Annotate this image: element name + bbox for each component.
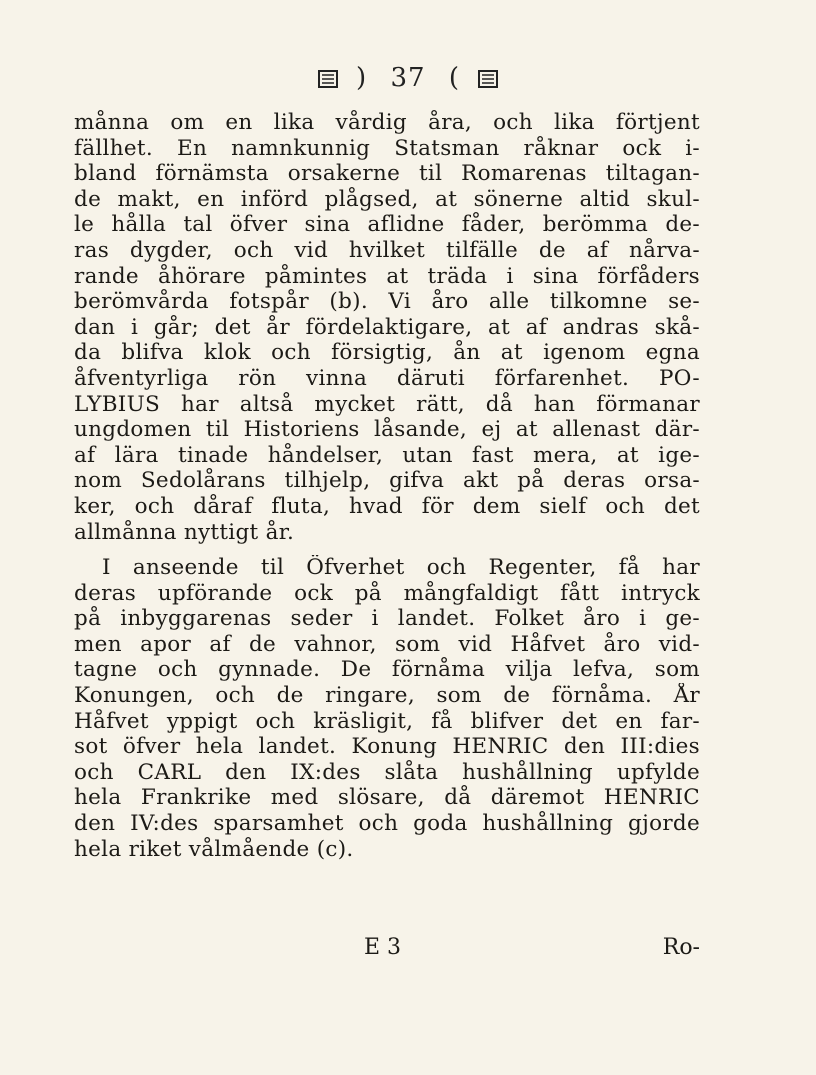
text-line: och CARL den IX:des slåta hushållning upfylde (74, 759, 700, 785)
text-line: fällhet. En namnkunnig Statsman råknar ock i- (74, 135, 700, 161)
body-text (74, 110, 700, 862)
page-number: 37 (390, 63, 426, 93)
text-line: I anseende til Öfverhet och Regenter, få har (102, 555, 700, 581)
text-line: berömvårda fotspår (b). Vi åro alle tilkomne se- (74, 289, 700, 315)
text-line: hela Frankrike med slösare, då däremot HENRIC (74, 785, 700, 811)
signature-mark: E 3 (364, 935, 402, 960)
text-line: ras dygder, och vid hvilket tilfälle de af nårva- (74, 237, 700, 263)
left-ornament-icon (317, 67, 339, 89)
page-footer (74, 935, 700, 965)
text-line: le hålla tal öfver sina aflidne fåder, berömma de- (74, 212, 700, 238)
text-line: de makt, en införd plågsed, at sönerne altid skul- (74, 186, 700, 212)
text-line: ungdomen til Historiens låsande, ej at allenast där- (74, 417, 700, 443)
catchword: Ro- (662, 935, 700, 960)
text-line: af lära tinade håndelser, utan fast mera, at ige- (74, 442, 700, 468)
right-bracket: ( (448, 63, 460, 93)
right-ornament-icon (477, 67, 499, 89)
text-line: hela riket vålmående (c). (74, 836, 354, 862)
text-line: Håfvet yppigt och kräsligit, få blifver det en far- (74, 708, 700, 734)
text-line: åfventyrliga rön vinna däruti förfarenhet. PO- (74, 365, 700, 391)
text-line: allmånna nyttigt år. (74, 519, 295, 545)
text-line: Konungen, och de ringare, som de förnåma. År (74, 683, 700, 709)
paragraph-1 (74, 110, 700, 545)
text-line: månna om en lika vårdig åra, och lika förtjent (74, 110, 700, 135)
text-line: nom Sedolårans tilhjelp, gifva akt på deras orsa- (74, 468, 700, 494)
text-line: deras upförande ock på mångfaldigt fått intryck (74, 580, 700, 606)
paragraph-2 (74, 555, 700, 862)
text-line: da blifva klok och försigtig, ån at igenom egna (74, 340, 700, 366)
text-line: ker, och dåraf fluta, hvad för dem sielf och det (74, 493, 700, 519)
text-line: men apor af de vahnor, som vid Håfvet åro vid- (74, 631, 700, 657)
text-line: bland förnämsta orsakerne til Romarenas tiltagan- (74, 161, 700, 187)
left-bracket: ) (356, 63, 368, 93)
text-line: den IV:des sparsamhet och goda hushållning gjorde (74, 811, 700, 837)
text-line: dan i går; det år fördelaktigare, at af andras skå- (74, 314, 700, 340)
text-line: LYBIUS har altså mycket rätt, då han förmanar (74, 391, 700, 417)
text-line: sot öfver hela landet. Konung HENRIC den III:dies (74, 734, 700, 760)
text-line: på inbyggarenas seder i landet. Folket åro i ge- (74, 606, 700, 632)
page-header (0, 62, 816, 93)
text-line: tagne och gynnade. De förnåma vilja lefva, som (74, 657, 700, 683)
text-line: rande åhörare påmintes at träda i sina förfåders (74, 263, 700, 289)
